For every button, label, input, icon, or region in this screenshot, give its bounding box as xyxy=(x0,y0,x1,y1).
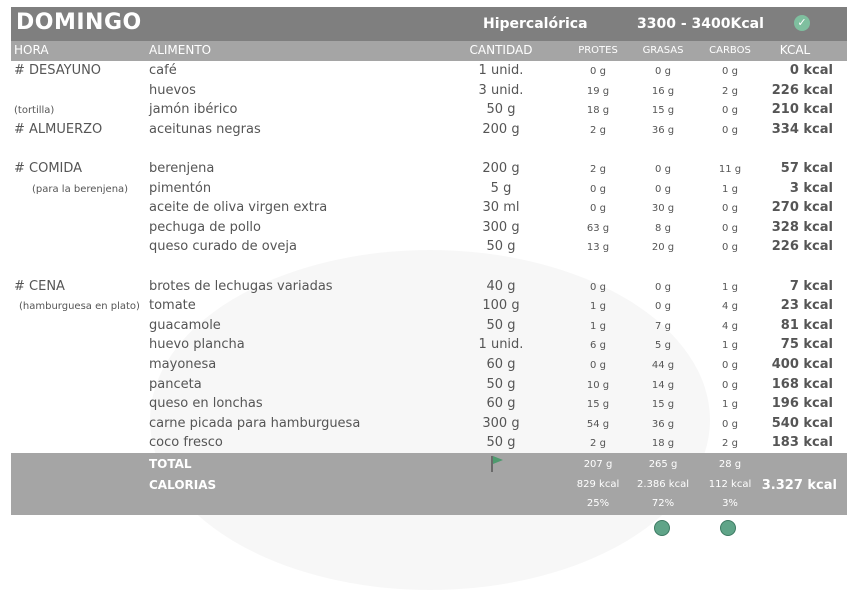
food-protein: 2 g xyxy=(590,163,606,175)
table-row xyxy=(11,198,847,218)
food-table xyxy=(11,61,847,453)
calorias-label: CALORIAS xyxy=(149,477,217,492)
food-quantity: 50 g xyxy=(486,317,516,333)
food-fat: 15 g xyxy=(651,399,675,411)
food-quantity: 5 g xyxy=(490,180,512,196)
total-protes: 207 g xyxy=(583,458,613,470)
food-name: café xyxy=(149,63,177,78)
food-carbs: 0 g xyxy=(722,242,738,254)
food-quantity: 50 g xyxy=(486,239,516,255)
food-protein: 1 g xyxy=(590,301,606,313)
meal-label: # ALMUERZO xyxy=(14,121,103,137)
food-protein: 0 g xyxy=(590,183,606,195)
food-fat: 20 g xyxy=(651,242,675,254)
food-carbs: 0 g xyxy=(722,66,738,77)
food-quantity: 100 g xyxy=(482,298,520,314)
calorie-range: 3300 - 3400Kcal xyxy=(637,16,764,32)
food-kcal: 81 kcal xyxy=(780,317,833,333)
food-name: aceitunas negras xyxy=(149,121,261,137)
food-carbs: 1 g xyxy=(722,399,738,411)
meal-label: # CENA xyxy=(14,278,65,294)
food-protein: 0 g xyxy=(590,203,606,215)
food-quantity: 50 g xyxy=(486,376,516,392)
food-fat: 14 g xyxy=(651,379,675,391)
food-quantity: 300 g xyxy=(482,219,520,235)
food-carbs: 11 g xyxy=(718,163,742,175)
flag-icon xyxy=(491,455,505,473)
column-header-row xyxy=(11,41,847,61)
food-quantity: 200 g xyxy=(482,121,520,137)
food-protein: 15 g xyxy=(586,399,610,411)
table-row xyxy=(11,61,847,81)
food-fat: 7 g xyxy=(655,320,671,332)
food-protein: 2 g xyxy=(590,438,606,450)
food-fat: 16 g xyxy=(651,85,675,97)
table-row xyxy=(11,414,847,434)
food-name: queso en lonchas xyxy=(149,396,263,412)
food-name: coco fresco xyxy=(149,435,223,451)
table-row xyxy=(11,296,847,316)
food-carbs: 0 g xyxy=(722,359,738,371)
food-quantity: 60 g xyxy=(486,356,516,372)
food-name: panceta xyxy=(149,376,202,392)
food-fat: 5 g xyxy=(655,340,671,352)
food-name: tomate xyxy=(149,298,196,314)
food-fat: 0 g xyxy=(655,281,671,293)
food-quantity: 60 g xyxy=(486,396,516,412)
food-protein: 0 g xyxy=(590,359,606,371)
totals-block xyxy=(11,453,847,515)
table-row xyxy=(11,237,847,257)
food-name: huevos xyxy=(149,82,196,98)
meal-note: (tortilla) xyxy=(14,105,55,117)
table-row xyxy=(11,81,847,101)
kcal-protes: 829 kcal xyxy=(576,478,620,490)
food-fat: 30 g xyxy=(651,203,675,215)
food-protein: 63 g xyxy=(586,222,610,234)
food-quantity: 1 unid. xyxy=(478,337,524,353)
table-row xyxy=(11,257,847,277)
food-protein: 2 g xyxy=(590,124,606,136)
table-row xyxy=(11,100,847,120)
day-title: DOMINGO xyxy=(16,10,142,35)
food-kcal: 3 kcal xyxy=(789,180,833,196)
food-kcal: 75 kcal xyxy=(780,337,833,353)
food-carbs: 1 g xyxy=(722,183,738,195)
food-name: berenjena xyxy=(149,160,215,176)
green-dot-icon xyxy=(720,520,736,536)
food-kcal: 168 kcal xyxy=(771,376,833,392)
food-name: carne picada para hamburguesa xyxy=(149,415,361,431)
food-kcal: 23 kcal xyxy=(780,298,833,314)
food-protein: 54 g xyxy=(586,418,610,430)
table-row xyxy=(11,139,847,159)
food-kcal: 0 kcal xyxy=(789,63,833,78)
food-protein: 1 g xyxy=(590,320,606,332)
food-kcal: 334 kcal xyxy=(771,121,833,137)
table-row xyxy=(11,316,847,336)
table-row xyxy=(11,433,847,453)
food-carbs: 0 g xyxy=(722,124,738,136)
food-quantity: 50 g xyxy=(486,435,516,451)
total-grasas: 265 g xyxy=(648,458,678,470)
food-kcal: 226 kcal xyxy=(771,82,833,98)
kcal-grasas: 2.386 kcal xyxy=(636,478,689,490)
col-alimento: ALIMENTO xyxy=(149,43,212,57)
food-protein: 0 g xyxy=(590,66,606,77)
food-kcal: 540 kcal xyxy=(771,415,833,431)
food-fat: 18 g xyxy=(651,438,675,450)
col-hora: HORA xyxy=(14,43,49,57)
food-kcal: 196 kcal xyxy=(771,396,833,412)
food-carbs: 2 g xyxy=(722,438,738,450)
meal-label: # COMIDA xyxy=(14,160,83,176)
pct-protes: 25% xyxy=(586,497,610,509)
food-fat: 0 g xyxy=(655,183,671,195)
food-name: queso curado de oveja xyxy=(149,239,297,255)
food-kcal: 270 kcal xyxy=(771,200,833,216)
table-row xyxy=(11,335,847,355)
food-fat: 36 g xyxy=(651,418,675,430)
food-carbs: 0 g xyxy=(722,222,738,234)
food-fat: 0 g xyxy=(655,163,671,175)
food-carbs: 4 g xyxy=(722,301,738,313)
food-kcal: 328 kcal xyxy=(771,219,833,235)
pct-carbos: 3% xyxy=(722,497,738,509)
food-fat: 15 g xyxy=(651,105,675,117)
food-fat: 0 g xyxy=(655,66,671,77)
food-name: mayonesa xyxy=(149,356,217,372)
col-protes: PROTES xyxy=(578,45,618,56)
table-row xyxy=(11,218,847,238)
food-carbs: 0 g xyxy=(722,418,738,430)
food-quantity: 30 ml xyxy=(482,200,520,216)
col-carbos: CARBOS xyxy=(709,45,751,56)
total-kcal: 3.327 kcal xyxy=(761,477,837,493)
food-name: aceite de oliva virgen extra xyxy=(149,200,328,216)
food-protein: 10 g xyxy=(586,379,610,391)
table-row xyxy=(11,179,847,199)
food-carbs: 1 g xyxy=(722,281,738,293)
col-cantidad: CANTIDAD xyxy=(469,43,533,57)
pct-grasas: 72% xyxy=(651,497,675,509)
food-quantity: 1 unid. xyxy=(478,63,524,78)
food-kcal: 183 kcal xyxy=(771,435,833,451)
total-carbos: 28 g xyxy=(718,458,742,470)
food-name: jamón ibérico xyxy=(149,102,238,118)
sheet-header xyxy=(11,7,847,41)
table-row xyxy=(11,375,847,395)
food-kcal: 226 kcal xyxy=(771,239,833,255)
food-carbs: 1 g xyxy=(722,340,738,352)
food-name: pechuga de pollo xyxy=(149,219,261,235)
food-protein: 19 g xyxy=(586,85,610,97)
food-quantity: 40 g xyxy=(486,278,516,294)
food-carbs: 2 g xyxy=(722,85,738,97)
kcal-carbos: 112 kcal xyxy=(708,478,752,490)
check-circle-icon: ✓ xyxy=(794,15,810,31)
table-row xyxy=(11,394,847,414)
table-row xyxy=(11,277,847,297)
diet-category: Hipercalórica xyxy=(483,16,588,32)
food-protein: 13 g xyxy=(586,242,610,254)
meal-label: # DESAYUNO xyxy=(14,63,102,78)
meal-note: (hamburguesa en plato) xyxy=(19,301,140,313)
total-label: TOTAL xyxy=(149,456,192,471)
food-carbs: 0 g xyxy=(722,379,738,391)
diet-sheet xyxy=(11,7,847,515)
food-fat: 44 g xyxy=(651,359,675,371)
food-kcal: 210 kcal xyxy=(771,102,833,118)
col-kcal: KCAL xyxy=(779,43,811,57)
food-kcal: 7 kcal xyxy=(789,278,833,294)
food-fat: 36 g xyxy=(651,124,675,136)
food-quantity: 200 g xyxy=(482,160,520,176)
food-carbs: 0 g xyxy=(722,203,738,215)
food-fat: 8 g xyxy=(655,222,671,234)
food-protein: 18 g xyxy=(586,105,610,117)
food-kcal: 400 kcal xyxy=(771,356,833,372)
food-carbs: 0 g xyxy=(722,105,738,117)
food-protein: 6 g xyxy=(590,340,606,352)
food-carbs: 4 g xyxy=(722,320,738,332)
green-dot-icon xyxy=(654,520,670,536)
food-quantity: 3 unid. xyxy=(478,82,524,98)
food-fat: 0 g xyxy=(655,301,671,313)
col-grasas: GRASAS xyxy=(642,45,684,56)
meal-note: (para la berenjena) xyxy=(32,183,129,195)
food-name: brotes de lechugas variadas xyxy=(149,278,333,294)
table-row xyxy=(11,120,847,140)
food-name: pimentón xyxy=(149,180,212,196)
food-quantity: 50 g xyxy=(486,102,516,118)
food-kcal: 57 kcal xyxy=(780,160,833,176)
table-row xyxy=(11,159,847,179)
food-name: guacamole xyxy=(149,317,221,333)
table-row xyxy=(11,355,847,375)
food-quantity: 300 g xyxy=(482,415,520,431)
food-name: huevo plancha xyxy=(149,337,245,353)
food-protein: 0 g xyxy=(590,281,606,293)
